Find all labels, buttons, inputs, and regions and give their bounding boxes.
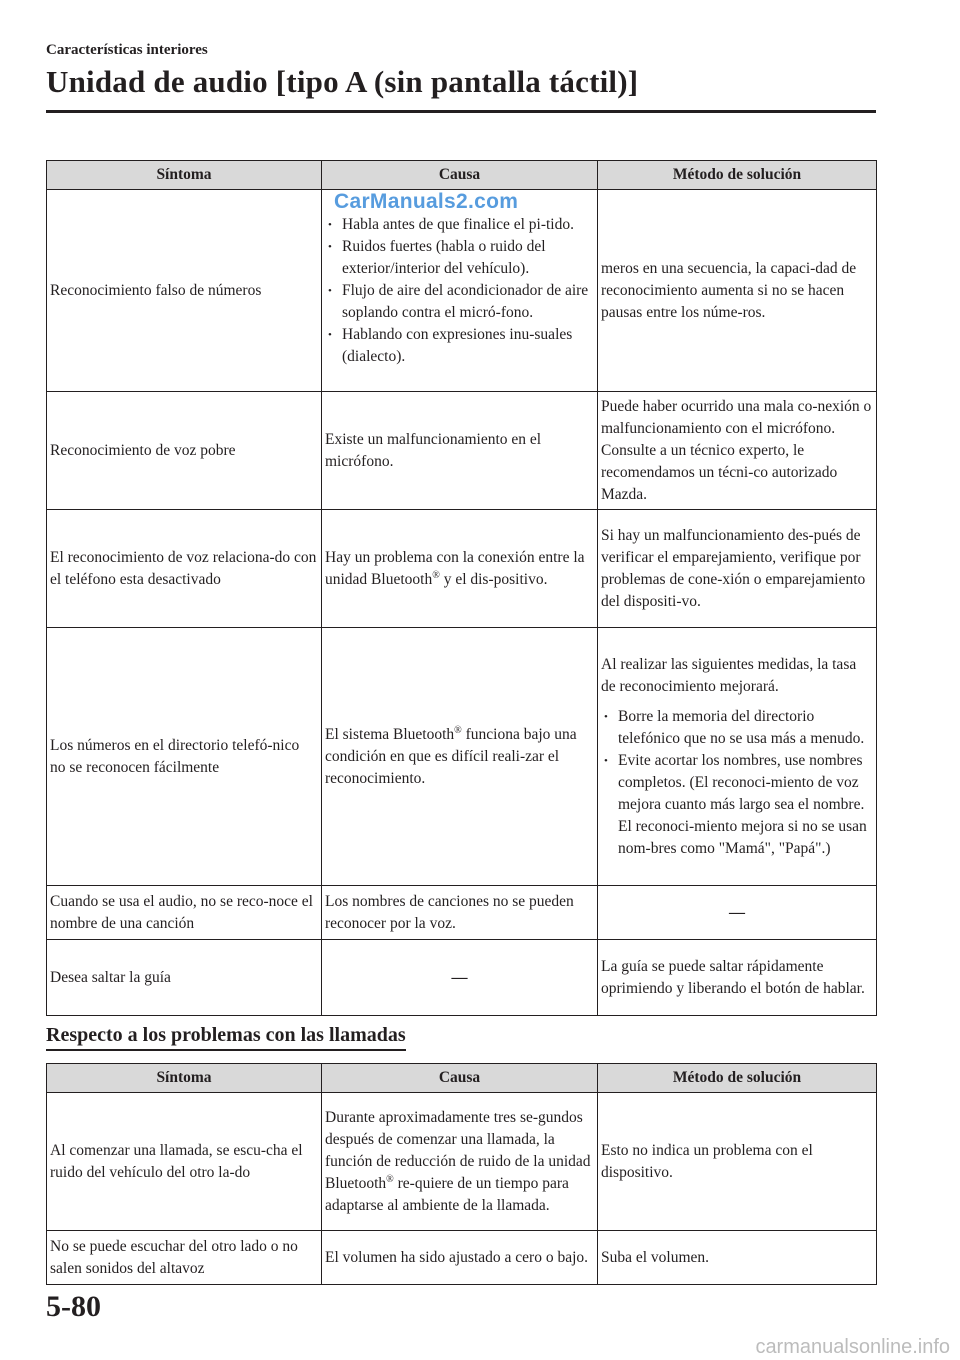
symptom-cell: Los números en el directorio telefó-nico no se reconocen fácilmente — [47, 628, 322, 886]
page-title: Unidad de audio [tipo A (sin pantalla táctil)] — [46, 64, 639, 99]
cause-cell: El volumen ha sido ajustado a cero o bajo. — [322, 1231, 598, 1285]
solution-lead: Al realizar las siguientes medidas, la tasa de reconocimiento mejorará. — [601, 656, 857, 695]
symptom-cell: El reconocimiento de voz relaciona-do con el teléfono esta desactivado — [47, 510, 322, 628]
column-header-cause: Causa — [322, 1064, 598, 1093]
registered-mark: ® — [432, 569, 440, 581]
cause-cell — [322, 1093, 598, 1231]
table-row — [47, 886, 877, 940]
list-item: • Flujo de aire del acondicionador de aire soplando contra el micró-fono. — [325, 280, 594, 324]
cause-cell — [322, 510, 598, 628]
registered-mark: ® — [454, 724, 462, 736]
table-row — [47, 1093, 877, 1231]
cause-text: y el dis-positivo. — [439, 571, 548, 588]
solution-cell: — — [598, 886, 877, 940]
solution-cell: La guía se puede saltar rápidamente oprimiendo y liberando el botón de hablar. — [598, 940, 877, 1016]
column-header-symptom: Síntoma — [47, 161, 322, 190]
column-header-solution: Método de solución — [598, 161, 877, 190]
column-header-symptom: Síntoma — [47, 1064, 322, 1093]
table-row — [47, 1231, 877, 1285]
symptom-cell: Reconocimiento de voz pobre — [47, 392, 322, 510]
page-number: 5-80 — [46, 1290, 101, 1323]
solution-cell: Esto no indica un problema con el dispositivo. — [598, 1093, 877, 1231]
column-header-cause: Causa — [322, 161, 598, 190]
section-heading: Respecto a los problemas con las llamadas — [46, 1024, 406, 1051]
table-row — [47, 940, 877, 1016]
troubleshooting-table-calls — [46, 1063, 877, 1285]
cause-text: funciona bajo una condición en que es difícil reali-zar el reconocimiento. — [325, 726, 577, 787]
cause-text: El sistema Bluetooth — [325, 726, 455, 743]
list-item: • Evite acortar los nombres, use nombres completos. (El reconoci-miento de voz mejora cuanto más largo sea el nombre. El reconoci-miento mejora si no se usan nom-bres como "Mamá", "Papá".) — [601, 750, 873, 860]
list-item: • Borre la memoria del directorio telefónico que no se usa más a menudo. — [601, 706, 873, 750]
cause-cell: — — [322, 940, 598, 1016]
solution-cell: Puede haber ocurrido una mala co-nexión o malfuncionamiento con el micrófono. Consulte a un técnico experto, le recomendamos un técni-co autorizado Mazda. — [598, 392, 877, 510]
cause-cell: Los nombres de canciones no se pueden reconocer por la voz. — [322, 886, 598, 940]
table-row — [47, 190, 877, 392]
table-row — [47, 510, 877, 628]
table-row — [47, 392, 877, 510]
troubleshooting-table-voice — [46, 160, 877, 1016]
symptom-cell: Cuando se usa el audio, no se reco-noce el nombre de una canción — [47, 886, 322, 940]
watermark-logo: CarManuals2.com — [334, 190, 519, 213]
list-item: • Hablando con expresiones inu-suales (dialecto). — [325, 324, 594, 368]
cause-cell — [322, 628, 598, 886]
cause-text: re-quiere de un tiempo para adaptarse al ambiente de la llamada. — [325, 1175, 569, 1214]
symptom-cell: No se puede escuchar del otro lado o no salen sonidos del altavoz — [47, 1231, 322, 1285]
table-header-row — [47, 1064, 877, 1093]
table-header-row — [47, 161, 877, 190]
solution-cell: Si hay un malfuncionamiento des-pués de verificar el emparejamiento, verifique por problemas de cone-xión o emparejamiento del dispositi-vo. — [598, 510, 877, 628]
solution-cell: Suba el volumen. — [598, 1231, 877, 1285]
solution-list — [601, 706, 873, 860]
cause-list — [325, 214, 594, 368]
cause-cell: Existe un malfuncionamiento en el micrófono. — [322, 392, 598, 510]
solution-cell — [598, 628, 877, 886]
header-divider — [46, 110, 876, 113]
list-item: • Ruidos fuertes (habla o ruido del exterior/interior del vehículo). — [325, 236, 594, 280]
solution-cell: meros en una secuencia, la capaci-dad de reconocimiento aumenta si no se hacen pausas entre los núme-ros. — [598, 190, 877, 392]
section-label: Características interiores — [46, 42, 208, 58]
list-item: • Habla antes de que finalice el pi-tido. — [325, 214, 594, 236]
registered-mark: ® — [386, 1173, 394, 1185]
column-header-solution: Método de solución — [598, 1064, 877, 1093]
cause-text: Hay un problema con la conexión entre la unidad Bluetooth — [325, 549, 585, 588]
table-row — [47, 628, 877, 886]
footer-url: carmanualsonline.info — [755, 1336, 950, 1358]
symptom-cell: Reconocimiento falso de números — [47, 190, 322, 392]
cause-cell — [322, 190, 598, 392]
symptom-cell: Desea saltar la guía — [47, 940, 322, 1016]
cause-text: Durante aproximadamente tres se-gundos después de comenzar una llamada, la función de reducción de ruido de la unidad Bluetooth — [325, 1109, 591, 1192]
symptom-cell: Al comenzar una llamada, se escu-cha el ruido del vehículo del otro la-do — [47, 1093, 322, 1231]
